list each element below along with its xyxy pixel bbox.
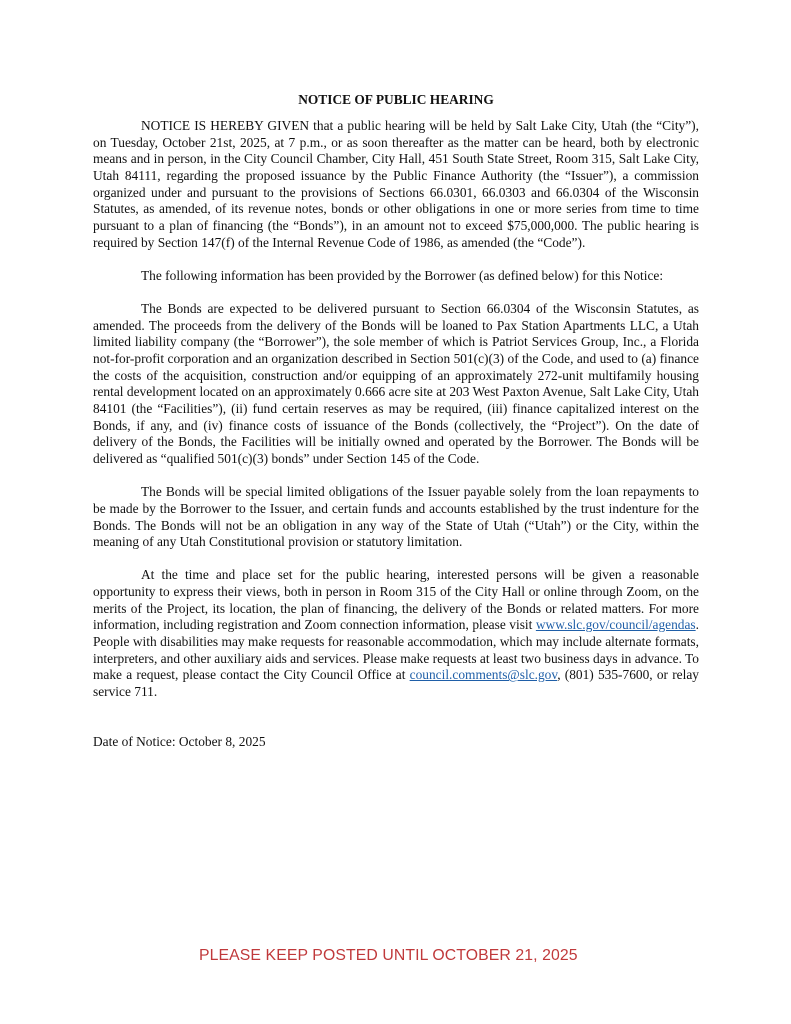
paragraph-hearing-notice: NOTICE IS HEREBY GIVEN that a public hearing will be held by Salt Lake City, Utah (the “City”), on Tuesday, October 21st, 2025, at 7 p.m., or as soon thereafter as the matter can be heard, both by electronic means and in person, in the City Council Chamber, City Hall, 451 South State Street, Room 315, Salt Lake City, Utah 84111, regarding the proposed issuance by the Public Finance Authority (the “Issuer”), a commission organized under and pursuant to the provisions of Sections 66.0301, 66.0303 and 66.0304 of the Wisconsin Statutes, as amended, of its revenue notes, bonds or other obligations in one or more series from time to time pursuant to a plan of financing (the “Bonds”), in an amount not to exceed $75,000,000. The public hearing is required by Section 147(f) of the Internal Revenue Code of 1986, as amended (the “Code”). xyxy=(93,118,699,250)
paragraph-limited-obligations: The Bonds will be special limited obligations of the Issuer payable solely from the loan repayments to be made by the Borrower to the Issuer, and certain funds and accounts established by the trust indenture for the Bonds. The Bonds will not be an obligation in any way of the State of Utah (“Utah”) or the City, within the meaning of any Utah Constitutional provision or statutory limitation. xyxy=(93,484,699,550)
document-title: NOTICE OF PUBLIC HEARING xyxy=(298,92,494,107)
notice-document xyxy=(93,91,699,750)
participation-text-part3: , (801) 535-7600, or relay service 711. xyxy=(93,667,699,700)
date-of-notice: Date of Notice: October 8, 2025 xyxy=(93,733,266,749)
posting-deadline-notice: PLEASE KEEP POSTED UNTIL OCTOBER 21, 2025 xyxy=(199,947,578,964)
paragraph-borrower-info-intro: The following information has been provided by the Borrower (as defined below) for this Notice: xyxy=(141,267,664,283)
paragraph-bond-details: The Bonds are expected to be delivered pursuant to Section 66.0304 of the Wisconsin Statutes, as amended. The proceeds from the delivery of the Bonds will be loaned to Pax Station Apartments LLC, a Utah limited liability company (the “Borrower”), the sole member of which is Patriot Services Group, Inc., a Florida not-for-profit corporation and an organization described in Section 501(c)(3) of the Code, and used to (a) finance the costs of the acquisition, construction and/or equipping of an approximately 272-unit multifamily housing rental development located on an approximately 0.666 acre site at 203 West Paxton Avenue, Salt Lake City, Utah 84101 (the “Facilities”), (ii) fund certain reserves as may be required, (iii) finance capitalized interest on the Bonds, if any, and (iv) finance costs of issuance of the Bonds (collectively, the “Project”). On the date of delivery of the Bonds, the Facilities will be initially owned and operated by the Borrower. The Bonds will be delivered as “qualified 501(c)(3) bonds” under Section 145 of the Code. xyxy=(93,301,699,466)
paragraph-public-participation xyxy=(93,567,699,700)
agendas-link[interactable]: www.slc.gov/council/agendas xyxy=(535,617,696,633)
participation-text-part2: . People with disabilities may make requests for reasonable accommodation, which may include alternate formats, interpreters, and other auxiliary aids and services. Please make requests at least two business days in advance. To make a request, please contact the City Council Office at xyxy=(93,617,699,683)
council-email-link[interactable]: council.comments@slc.gov xyxy=(409,667,558,683)
participation-text-part1: At the time and place set for the public hearing, interested persons will be given a reasonable opportunity to express their views, both in person in Room 315 of the City Hall or online through Zoom, on the merits of the Project, its location, the plan of financing, the delivery of the Bonds or related matters. For more information, including registration and Zoom connection information, please visit xyxy=(93,567,699,633)
